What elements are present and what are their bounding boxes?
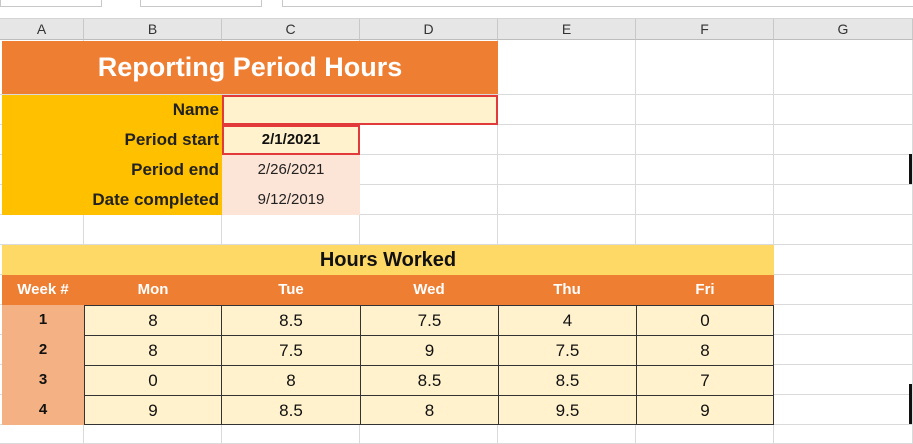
report-title[interactable]: Reporting Period Hours [2,41,498,94]
hours-cell[interactable]: 9 [84,395,222,425]
week-number[interactable]: 1 [2,305,84,335]
hours-cell[interactable]: 8 [221,365,361,396]
header-wed[interactable]: Wed [360,275,498,305]
column-header-f[interactable]: F [636,19,774,40]
header-fri[interactable]: Fri [636,275,774,305]
column-header-c[interactable]: C [222,19,360,40]
name-label: Name [2,95,222,125]
period-end-cell[interactable]: 2/26/2021 [222,155,360,185]
hours-cell[interactable]: 9 [636,395,774,425]
column-header-d[interactable]: D [360,19,498,40]
date-completed-label: Date completed [2,185,222,215]
hours-cell[interactable]: 8 [360,395,499,425]
worksheet [0,19,913,444]
week-number[interactable]: 4 [2,395,84,425]
hours-cell[interactable]: 9 [360,335,499,366]
column-header-e[interactable]: E [498,19,636,40]
column-header-g[interactable]: G [774,19,913,40]
hours-cell[interactable]: 8.5 [221,395,361,425]
column-header-b[interactable]: B [84,19,222,40]
column-header-a[interactable]: A [0,19,84,40]
header-tue[interactable]: Tue [222,275,360,305]
period-end-label: Period end [2,155,222,185]
formula-input[interactable] [282,0,913,7]
name-input-cell[interactable] [222,95,498,125]
function-area[interactable] [140,0,262,7]
hours-worked-banner[interactable]: Hours Worked [2,245,774,275]
hours-cell[interactable]: 8 [84,305,222,336]
period-start-cell[interactable]: 2/1/2021 [222,125,360,155]
week-number[interactable]: 3 [2,365,84,395]
hours-cell[interactable]: 0 [84,365,222,396]
pane-edge-mark [909,154,912,184]
date-completed-cell[interactable]: 9/12/2019 [222,185,360,215]
formula-bar-strip [0,0,913,19]
hours-cell[interactable]: 7.5 [498,335,637,366]
hours-cell[interactable]: 7.5 [360,305,499,336]
gridline-row [0,425,913,444]
name-box[interactable] [0,0,102,7]
hours-cell[interactable]: 8 [636,335,774,366]
header-mon[interactable]: Mon [84,275,222,305]
hours-cell[interactable]: 7 [636,365,774,396]
hours-cell[interactable]: 7.5 [221,335,361,366]
hours-cell[interactable]: 9.5 [498,395,637,425]
gridline-row [0,215,913,245]
hours-cell[interactable]: 8 [84,335,222,366]
hours-cell[interactable]: 0 [636,305,774,336]
header-thu[interactable]: Thu [498,275,636,305]
week-number[interactable]: 2 [2,335,84,365]
pane-edge-mark [909,384,912,424]
hours-cell[interactable]: 4 [498,305,637,336]
hours-cell[interactable]: 8.5 [498,365,637,396]
hours-cell[interactable]: 8.5 [360,365,499,396]
hours-cell[interactable]: 8.5 [221,305,361,336]
header-week[interactable]: Week # [2,275,84,305]
period-start-label: Period start [2,125,222,155]
